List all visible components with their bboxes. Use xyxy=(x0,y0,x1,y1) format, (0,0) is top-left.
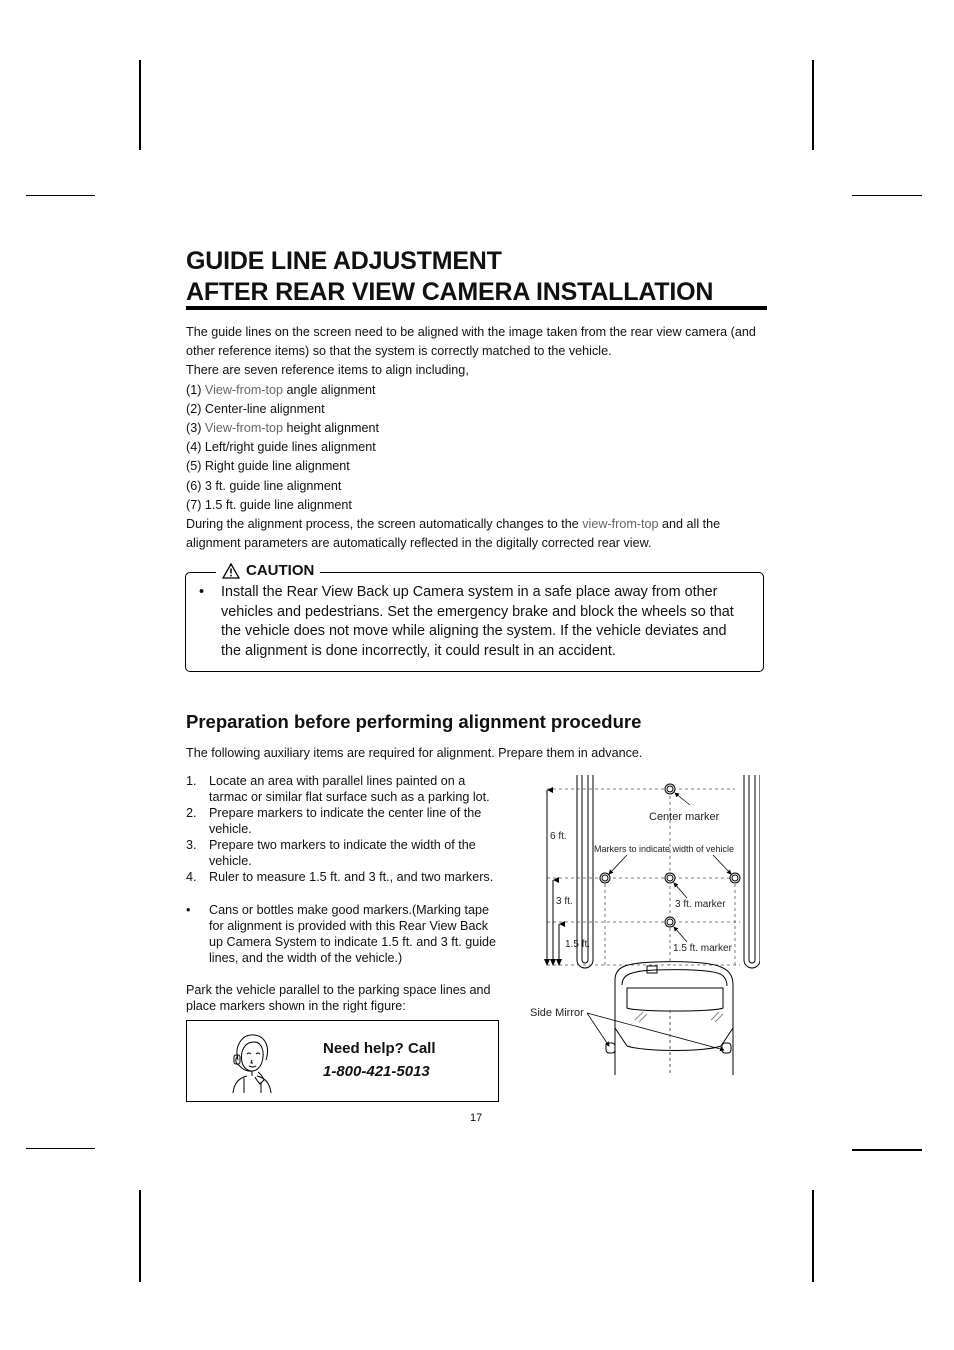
closing-text: During the alignment process, the screen automatically changes to the xyxy=(186,517,583,532)
step-number: 4. xyxy=(186,870,197,884)
crop-mark xyxy=(26,195,95,196)
reference-item-3 xyxy=(186,419,771,438)
crop-mark xyxy=(812,1190,814,1282)
help-phone-number: 1-800-421-5013 xyxy=(323,1063,430,1080)
alignment-diagram xyxy=(515,770,760,1075)
intro-paragraph: The guide lines on the screen need to be aligned with the image taken from the rear view camera (and other reference items) so that the system is correctly matched to the vehicle. xyxy=(186,325,756,359)
list-item xyxy=(186,773,504,805)
one-half-ft-marker-label: 1.5 ft. marker xyxy=(673,943,732,954)
crop-mark xyxy=(139,1190,141,1282)
item-suffix: height alignment xyxy=(283,421,379,436)
reference-item-1 xyxy=(186,381,771,400)
section-heading: Preparation before performing alignment procedure xyxy=(186,711,642,732)
warning-icon xyxy=(222,563,240,579)
title-line-2: AFTER REAR VIEW CAMERA INSTALLATION xyxy=(186,278,714,306)
view-from-top-term: View-from-top xyxy=(204,382,284,397)
list-item xyxy=(186,805,504,837)
title-underline xyxy=(186,306,767,310)
step-number: 2. xyxy=(186,806,197,820)
phone-operator-icon xyxy=(228,1030,276,1094)
view-from-top-term: View-from-top xyxy=(204,421,284,436)
intro-section xyxy=(186,323,771,553)
side-mirror-label: Side Mirror xyxy=(530,1007,584,1019)
parking-line-right xyxy=(744,775,760,968)
caution-label: CAUTION xyxy=(246,562,315,579)
list-item xyxy=(186,869,504,885)
intro-items-lead: There are seven reference items to align including, xyxy=(186,363,469,378)
six-ft-label: 6 ft. xyxy=(550,831,567,842)
center-marker-label: Center marker xyxy=(649,811,720,823)
crop-mark xyxy=(812,60,814,150)
item-suffix: angle alignment xyxy=(283,382,376,397)
reference-item-7: (7) 1.5 ft. guide line alignment xyxy=(186,497,352,512)
caution-heading xyxy=(216,561,320,581)
step-number: 3. xyxy=(186,838,197,852)
width-markers-label: Markers to indicate width of vehicle xyxy=(594,844,735,854)
marker-note xyxy=(186,902,504,966)
closing-text-end: and all the alignment parameters are automatically reflected in the digitally corrected rear view. xyxy=(186,517,721,551)
item-prefix: (1) xyxy=(186,382,205,397)
three-ft-label: 3 ft. xyxy=(556,896,573,907)
item-prefix: (3) xyxy=(186,421,205,436)
reference-item-6: (6) 3 ft. guide line alignment xyxy=(186,478,342,493)
crop-mark xyxy=(139,60,141,150)
step-text: Ruler to measure 1.5 ft. and 3 ft., and two markers. xyxy=(209,870,494,884)
crop-mark xyxy=(852,1149,922,1151)
intro-closing xyxy=(186,515,771,553)
park-instruction: Park the vehicle parallel to the parking space lines and place markers shown in the right figure: xyxy=(186,983,491,1013)
note-text: Cans or bottles make good markers.(Marking tape for alignment is provided with this Rear View Back up Camera System to indicate 1.5 ft. and 3 ft. guide lines, and the width of the vehicle.) xyxy=(209,903,497,965)
bullet: • xyxy=(199,584,205,600)
reference-item-2: (2) Center-line alignment xyxy=(186,401,325,416)
page-number: 17 xyxy=(470,1112,483,1124)
steps-list xyxy=(186,773,504,966)
crop-mark xyxy=(26,1148,95,1149)
measurement-arrows xyxy=(547,790,559,965)
step-text: Prepare two markers to indicate the width of the vehicle. xyxy=(209,838,476,868)
help-title: Need help? Call xyxy=(323,1040,436,1057)
page-title xyxy=(186,246,766,308)
step-text: Prepare markers to indicate the center line of the vehicle. xyxy=(209,806,482,836)
vehicle xyxy=(606,962,733,1075)
view-from-top-term: view-from-top xyxy=(582,517,659,532)
reference-item-5: (5) Right guide line alignment xyxy=(186,459,350,474)
caution-text: Install the Rear View Back up Camera system in a safe place away from other vehicles and pedestrians. Set the emergency brake and block the wheels so that the vehicle does not move while aligning the system. If the vehicle deviates and the alignment is done incorrectly, it could result in an accident. xyxy=(221,584,734,660)
caution-message xyxy=(199,583,744,662)
step-number: 1. xyxy=(186,774,197,788)
one-half-ft-label: 1.5 ft. xyxy=(565,939,591,950)
three-ft-marker-label: 3 ft. marker xyxy=(675,899,726,910)
title-line-1: GUIDE LINE ADJUSTMENT xyxy=(186,247,502,275)
crop-mark xyxy=(852,195,922,196)
arrow-heads-bottom xyxy=(544,959,562,966)
step-text: Locate an area with parallel lines painted on a tarmac or similar flat surface such as a parking lot. xyxy=(209,774,490,804)
list-item xyxy=(186,837,504,869)
reference-item-4: (4) Left/right guide lines alignment xyxy=(186,440,376,455)
leader-lines xyxy=(587,793,731,1050)
section-lead: The following auxiliary items are required for alignment. Prepare them in advance. xyxy=(186,746,643,760)
bullet: • xyxy=(186,903,191,917)
